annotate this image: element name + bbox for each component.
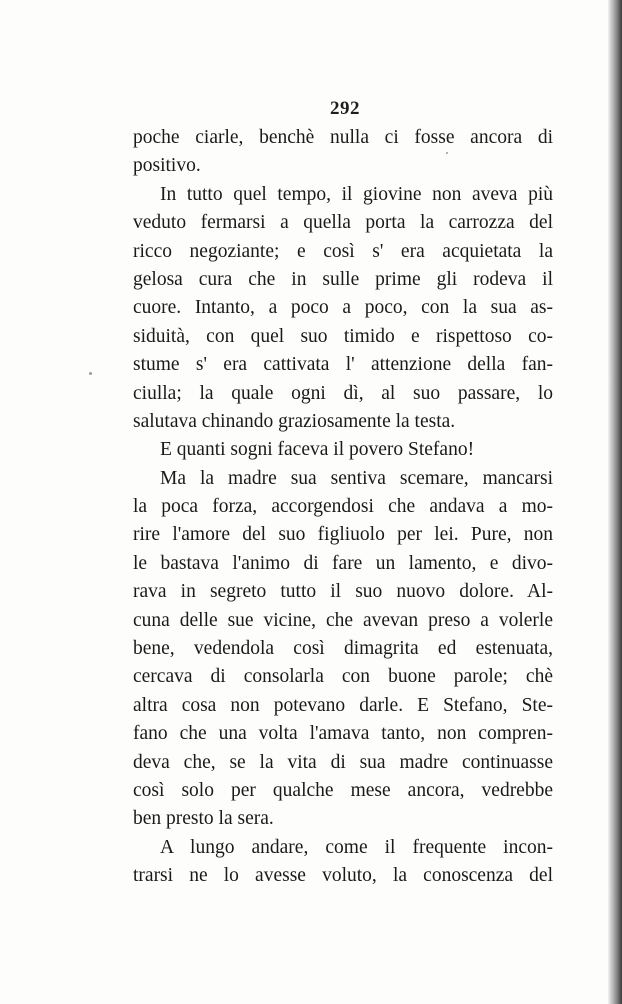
text-line: ben presto la sera. (133, 808, 274, 830)
text-line: positivo. (133, 155, 201, 177)
text-line: così solo per qualche mese ancora, vedrebbe (133, 779, 553, 801)
text-line: poche ciarle, benchè nulla ci fosse ancora di (133, 127, 553, 148)
page-number: 292 (330, 98, 360, 119)
text-line: altra cosa non potevano darle. E Stefano, Ste- (133, 694, 553, 716)
text-line: rire l'amore del suo figliuolo per lei. Pure, non (133, 524, 553, 546)
paper-speck (89, 372, 92, 375)
page-edge-shadow (608, 0, 622, 1004)
text-line: le bastava l'animo di fare un lamento, e divo- (133, 552, 553, 574)
text-line: gelosa cura che in sulle prime gli rodeva il (133, 268, 553, 290)
text-line: siduità, con quel suo timido e rispettoso co- (133, 325, 553, 347)
text-line: stume s' era cattivata l' attenzione della fan- (133, 354, 553, 376)
text-line: cuore. Intanto, a poco a poco, con la sua as- (133, 297, 553, 319)
text-line: Ma la madre sua sentiva scemare, mancarsi (160, 467, 553, 489)
text-line: salutava chinando graziosamente la testa. (133, 410, 456, 432)
text-line: veduto fermarsi a quella porta la carrozza del (133, 212, 553, 234)
body-text (133, 124, 553, 891)
text-line: E quanti sogni faceva il povero Stefano! (160, 439, 475, 461)
text-line: deva che, se la vita di sua madre continuasse (133, 751, 553, 773)
text-line: bene, vedendola così dimagrita ed estenuata, (133, 638, 553, 660)
text-line: la poca forza, accorgendosi che andava a mo- (133, 496, 553, 518)
text-line: cuna delle sue vicine, che avevan preso a volerle (133, 609, 553, 631)
text-line: ricco negoziante; e così s' era acquietata la (133, 240, 553, 262)
text-line: A lungo andare, come il frequente incon- (160, 836, 553, 858)
text-line: cercava di consolarla con buone parole; chè (133, 666, 553, 688)
text-line: In tutto quel tempo, il giovine non aveva più (160, 183, 553, 205)
text-line: ciulla; la quale ogni dì, al suo passare, lo (133, 382, 553, 404)
text-line: trarsi ne lo avesse voluto, la conoscenza del (133, 865, 553, 887)
text-line: fano che una volta l'amava tanto, non compren- (133, 723, 553, 745)
text-line: rava in segreto tutto il suo nuovo dolore. Al- (133, 581, 553, 603)
